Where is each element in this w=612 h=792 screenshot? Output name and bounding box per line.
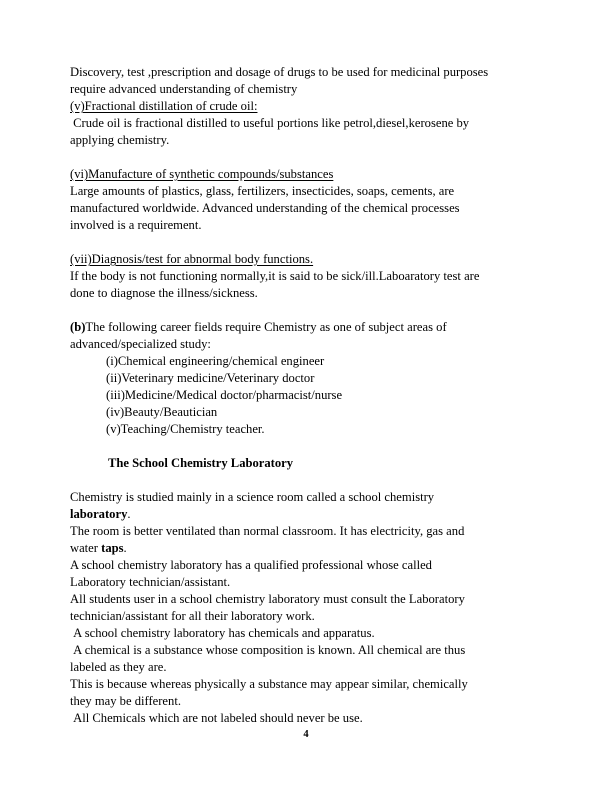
paragraph-line: [70, 693, 544, 710]
paragraph-text: labeled as they are.: [70, 660, 167, 674]
document-body: [70, 64, 544, 727]
paragraph-text: done to diagnose the illness/sickness.: [70, 286, 258, 300]
spacer-line: [70, 472, 544, 489]
paragraph-line: [70, 285, 544, 302]
paragraph-line: [70, 710, 544, 727]
paragraph-text: require advanced understanding of chemistry: [70, 82, 298, 96]
list-item: [70, 421, 544, 438]
paragraph-line: [70, 183, 544, 200]
paragraph-text: Laboratory technician/assistant.: [70, 575, 231, 589]
list-item-label: (iv)Beauty/Beautician: [106, 405, 218, 419]
paragraph-line: [70, 540, 544, 557]
underlined-text: (v)Fractional distillation of crude oil:: [70, 99, 258, 113]
paragraph-text: they may be different.: [70, 694, 181, 708]
paragraph-text: If the body is not functioning normally,it is said to be sick/ill.Laboaratory test are: [70, 269, 480, 283]
paragraph-text: technician/assistant for all their laboratory work.: [70, 609, 315, 623]
section-subheading: [70, 251, 544, 268]
paragraph-line: [70, 336, 544, 353]
paragraph-line: [70, 489, 544, 506]
paragraph-text: All students user in a school chemistry laboratory must consult the Laboratory: [70, 592, 465, 606]
list-item: [70, 387, 544, 404]
paragraph-line: [70, 81, 544, 98]
paragraph-line: [70, 200, 544, 217]
paragraph-line: [70, 676, 544, 693]
paragraph-text: The following career fields require Chemistry as one of subject areas of: [85, 320, 447, 334]
paragraph-text: This is because whereas physically a substance may appear similar, chemically: [70, 677, 468, 691]
spacer-line: [70, 149, 544, 166]
list-item-label: (ii)Veterinary medicine/Veterinary doctor: [106, 371, 315, 385]
paragraph-line: [70, 319, 544, 336]
section-subheading: [70, 98, 544, 115]
paragraph-line: [70, 642, 544, 659]
paragraph-text-tail: .: [127, 507, 131, 521]
bold-term: taps: [101, 541, 124, 555]
paragraph-line: [70, 64, 544, 81]
underlined-text: (vii)Diagnosis/test for abnormal body functions.: [70, 252, 314, 266]
spacer-line: [70, 438, 544, 455]
paragraph-text: Chemistry is studied mainly in a science room called a school chemistry: [70, 490, 435, 504]
paragraph-text: A school chemistry laboratory has a qualified professional whose called: [70, 558, 432, 572]
list-item-label: (iii)Medicine/Medical doctor/pharmacist/nurse: [106, 388, 343, 402]
spacer-line: [70, 234, 544, 251]
paragraph-text-tail: .: [123, 541, 127, 555]
paragraph-text: advanced/specialized study:: [70, 337, 211, 351]
paragraph-text: A chemical is a substance whose composition is known. All chemical are thus: [70, 643, 466, 657]
paragraph-line: [70, 591, 544, 608]
paragraph-text: Crude oil is fractional distilled to useful portions like petrol,diesel,kerosene by: [70, 116, 470, 130]
paragraph-text: All Chemicals which are not labeled should never be use.: [70, 711, 363, 725]
paragraph-text: Large amounts of plastics, glass, fertilizers, insecticides, soaps, cements, are: [70, 184, 455, 198]
list-item-label: (v)Teaching/Chemistry teacher.: [106, 422, 265, 436]
paragraph-line: [70, 625, 544, 642]
paragraph-line: [70, 574, 544, 591]
paragraph-text: Discovery, test ,prescription and dosage of drugs to be used for medicinal purposes: [70, 65, 489, 79]
paragraph-line: [70, 608, 544, 625]
paragraph-line: [70, 557, 544, 574]
paragraph-text: A school chemistry laboratory has chemicals and apparatus.: [70, 626, 375, 640]
paragraph-line: [70, 115, 544, 132]
spacer-line: [70, 302, 544, 319]
bold-label: (b): [70, 320, 86, 334]
page-number: 4: [303, 729, 309, 740]
list-item: [70, 370, 544, 387]
paragraph-line: [70, 523, 544, 540]
list-item: [70, 353, 544, 370]
paragraph-text: applying chemistry.: [70, 133, 170, 147]
paragraph-text: manufactured worldwide. Advanced understanding of the chemical processes: [70, 201, 460, 215]
list-item-label: (i)Chemical engineering/chemical engineer: [106, 354, 325, 368]
paragraph-line: [70, 506, 544, 523]
paragraph-text: The room is better ventilated than normal classroom. It has electricity, gas and: [70, 524, 465, 538]
section-subheading: [70, 166, 544, 183]
list-item: [70, 404, 544, 421]
section-heading: [70, 455, 544, 472]
paragraph-line: [70, 268, 544, 285]
section-heading-text: The School Chemistry Laboratory: [108, 456, 294, 470]
paragraph-text: water: [70, 541, 102, 555]
paragraph-line: [70, 132, 544, 149]
paragraph-line: [70, 217, 544, 234]
paragraph-text: involved is a requirement.: [70, 218, 202, 232]
paragraph-line: [70, 659, 544, 676]
underlined-text: (vi)Manufacture of synthetic compounds/substances: [70, 167, 334, 181]
bold-term: laboratory: [70, 507, 128, 521]
